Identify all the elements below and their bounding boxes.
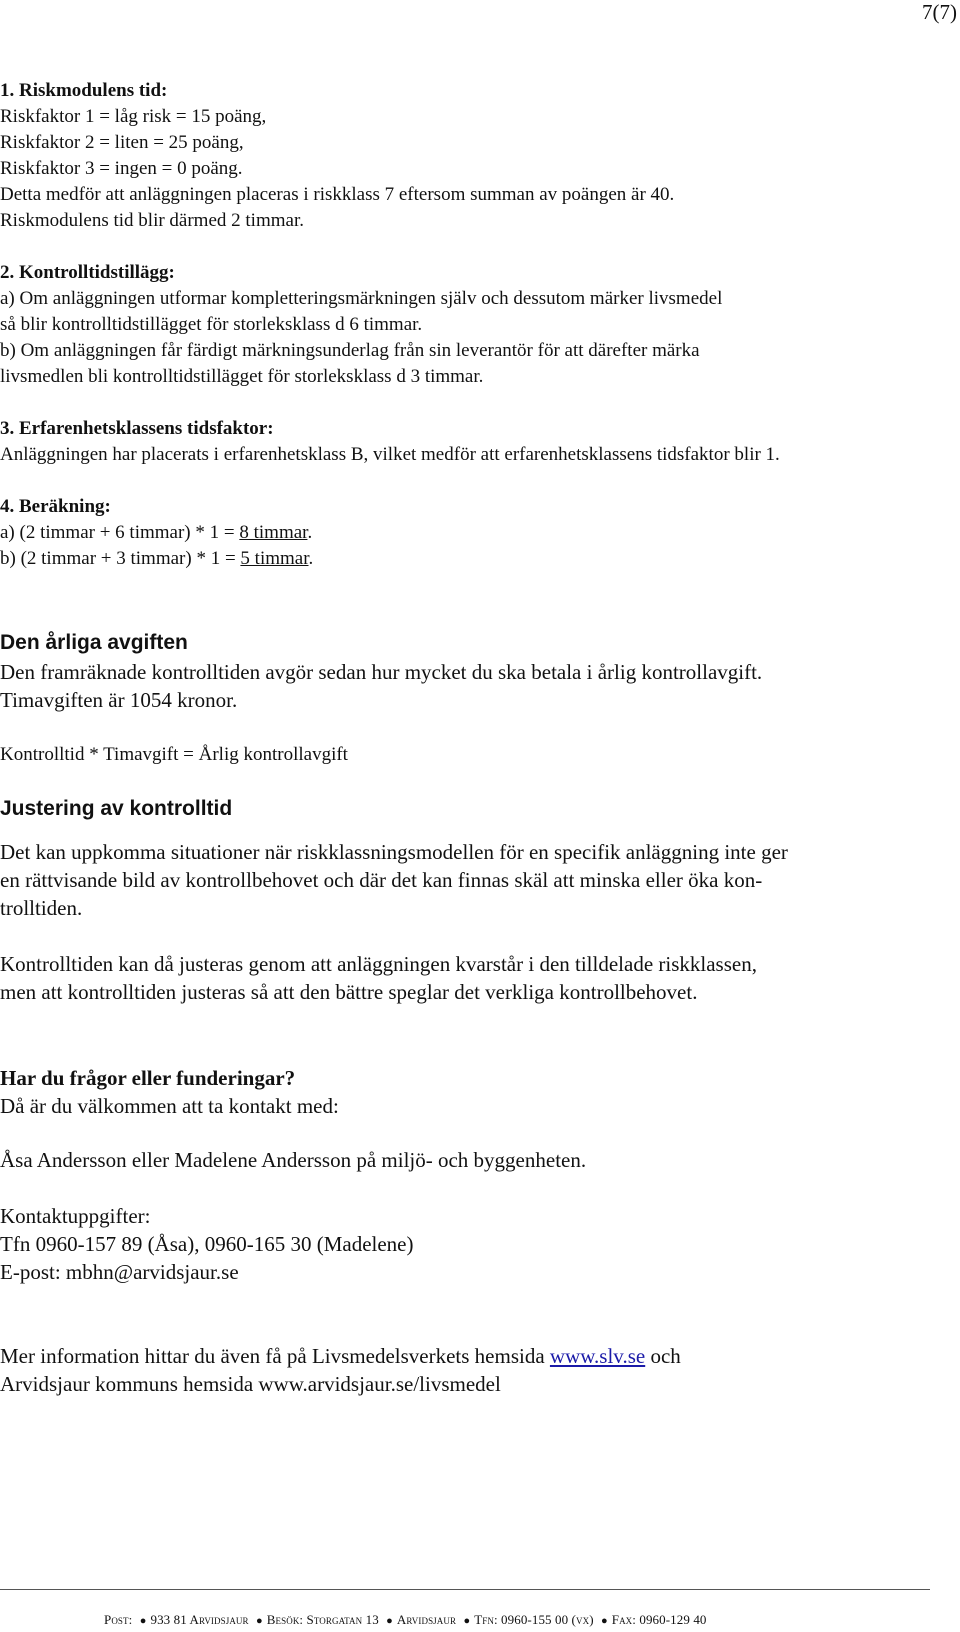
adjust-paragraph-1-line: Det kan uppkomma situationer när riskklassningsmodellen för en specifik anläggning inte ger [0, 840, 788, 864]
footer [104, 1612, 707, 1628]
section-4-heading: 4. Beräkning: [0, 496, 111, 517]
adjust-heading: Justering av kontrolltid [0, 797, 233, 820]
adjust-paragraph-1-line: en rättvisande bild av kontrollbehovet och där det kan finnas skäl att minska eller öka kon- [0, 868, 763, 892]
contact-email: E-post: mbhn@arvidsjaur.se [0, 1260, 239, 1284]
fee-heading: Den årliga avgiften [0, 631, 188, 654]
calculation-b-result: 5 timmar [240, 548, 309, 569]
bullet-icon: ● [463, 1615, 471, 1627]
footer-visit-label: Besök: [266, 1612, 304, 1627]
section-2-line: a) Om anläggningen utformar kompletteringsmärkningen själv och dessutom märker livsmedel [0, 288, 723, 309]
more-info-line: Mer information hittar du även få på Livsmedelsverkets hemsida www.slv.se och [0, 1344, 681, 1368]
calculation-a-result: 8 timmar [239, 522, 308, 543]
section-1-heading: 1. Riskmodulens tid: [0, 80, 168, 101]
section-3-line: Anläggningen har placerats i erfarenhetsklass B, vilket medför att erfarenhetsklassens tidsfaktor blir 1. [0, 444, 780, 465]
bullet-icon: ● [139, 1615, 147, 1627]
fee-line: Timavgiften är 1054 kronor. [0, 688, 238, 712]
bullet-icon: ● [256, 1615, 263, 1627]
section-2-line: så blir kontrolltidstillägget för storleksklass d 6 timmar. [0, 314, 423, 335]
section-2-line: livsmedlen bli kontrolltidstillägget för storleksklass d 3 timmar. [0, 366, 484, 387]
adjust-paragraph-1-line: trolltiden. [0, 896, 83, 920]
bullet-icon: ● [600, 1615, 608, 1627]
contact-phone: Tfn 0960-157 89 (Åsa), 0960-165 30 (Madelene) [0, 1232, 414, 1256]
footer-visit-value: Storgatan 13 [306, 1612, 379, 1627]
contact-heading: Har du frågor eller funderingar? [0, 1066, 296, 1090]
section-2-heading: 2. Kontrolltidstillägg: [0, 262, 175, 283]
section-2-line: b) Om anläggningen får färdigt märkningsunderlag från sin leverantör för att därefter märka [0, 340, 700, 361]
section-1-line: Riskfaktor 2 = liten = 25 poäng, [0, 132, 244, 153]
footer-post-value: 933 81 Arvidsjaur [150, 1612, 249, 1627]
fee-line: Den framräknade kontrolltiden avgör sedan hur mycket du ska betala i årlig kontrollavgift. [0, 660, 763, 684]
adjust-paragraph-2-line: Kontrolltiden kan då justeras genom att anläggningen kvarstår i den tilldelade riskklassen, [0, 952, 757, 976]
contact-details-label: Kontaktuppgifter: [0, 1204, 151, 1228]
contact-names: Åsa Andersson eller Madelene Andersson på miljö- och byggenheten. [0, 1148, 587, 1172]
footer-fax-value: 0960-129 40 [639, 1612, 707, 1627]
contact-intro: Då är du välkommen att ta kontakt med: [0, 1094, 339, 1118]
section-1-line: Riskfaktor 3 = ingen = 0 poäng. [0, 158, 243, 179]
footer-fax-label: Fax: [611, 1612, 636, 1627]
adjust-paragraph-2-line: men att kontrolltiden justeras så att den bättre speglar det verkliga kontrollbehovet. [0, 980, 698, 1004]
page-number: 7(7) [922, 0, 957, 24]
footer-post-label: Post: [104, 1612, 133, 1627]
calculation-b: b) (2 timmar + 3 timmar) * 1 = 5 timmar. [0, 548, 314, 569]
footer-phone-value: 0960-155 00 (vx) [501, 1612, 594, 1627]
more-info-line-2: Arvidsjaur kommuns hemsida www.arvidsjaur.se/livsmedel [0, 1372, 501, 1396]
fee-formula: Kontrolltid * Timavgift = Årlig kontrollavgift [0, 744, 348, 765]
calculation-a: a) (2 timmar + 6 timmar) * 1 = 8 timmar. [0, 522, 313, 543]
footer-divider [0, 1589, 930, 1590]
section-3-heading: 3. Erfarenhetsklassens tidsfaktor: [0, 418, 274, 439]
bullet-icon: ● [386, 1615, 393, 1627]
section-1-line: Riskfaktor 1 = låg risk = 15 poäng, [0, 106, 267, 127]
section-1-line: Detta medför att anläggningen placeras i riskklass 7 eftersom summan av poängen är 40. [0, 184, 675, 205]
footer-visit-city: Arvidsjaur [396, 1612, 457, 1627]
section-1-line: Riskmodulens tid blir därmed 2 timmar. [0, 210, 304, 231]
slv-link[interactable]: www.slv.se [549, 1344, 646, 1368]
footer-phone-label: Tfn: [474, 1612, 498, 1627]
